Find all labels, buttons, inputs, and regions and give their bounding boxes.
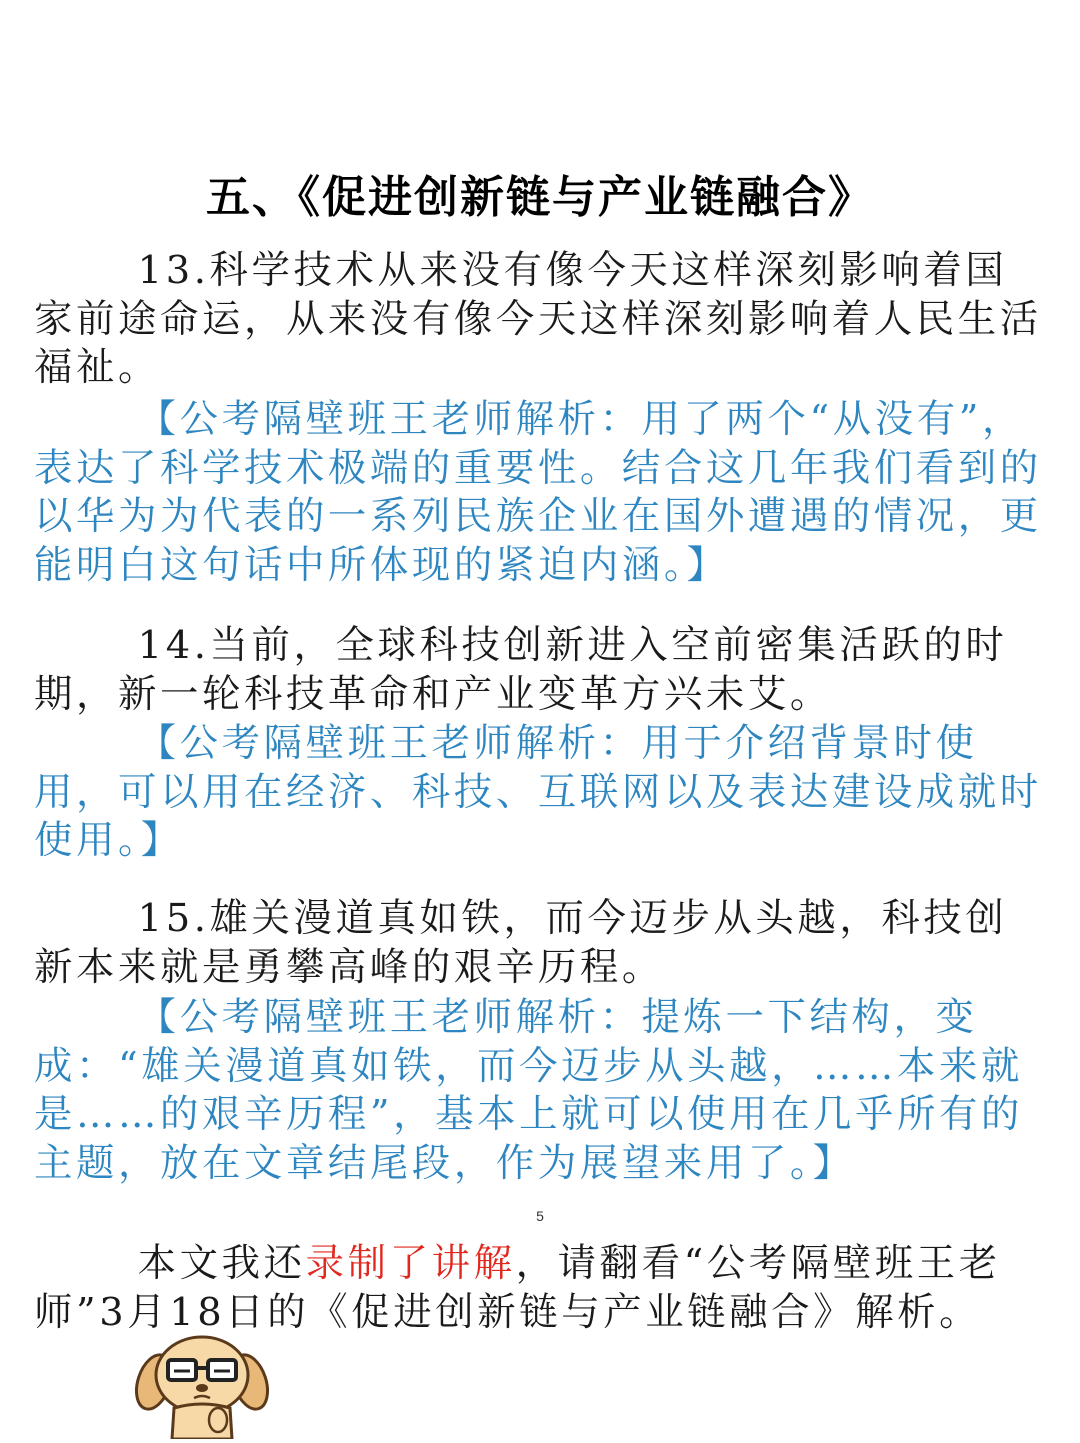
- item-15-text: 15.雄关漫道真如铁，而今迈步从头越，科技创新本来就是勇攀高峰的艰辛历程。: [34, 896, 1008, 990]
- closing-text-after: ，请翻看“公考隔壁班王老师”3月18日的《促进创新链与产业链融合》解析。: [34, 1241, 1001, 1335]
- page-title: 五、《促进创新链与产业链融合》: [206, 172, 874, 223]
- item-13-text: 13.科学技术从来没有像今天这样深刻影响着国家前途命运，从来没有像今天这样深刻影响着人民生活福祉。: [34, 248, 1042, 391]
- closing-highlight: 录制了讲解: [305, 1241, 516, 1286]
- closing-text-before: 本文我还: [137, 1241, 306, 1286]
- page-number: 5: [536, 1208, 544, 1224]
- cartoon-dog-with-glasses-icon: [132, 1330, 272, 1439]
- item-14-text: 14.当前，全球科技创新进入空前密集活跃的时期，新一轮科技革命和产业变革方兴未艾。: [34, 623, 1008, 717]
- item-15-analysis: 【公考隔壁班王老师解析：提炼一下结构，变成：“雄关漫道真如铁，而今迈步从头越，……本来就是……的艰辛历程”，基本上就可以使用在几乎所有的主题，放在文章结尾段，作为展望来用了。】: [34, 995, 1024, 1186]
- closing-paragraph: [34, 1240, 1048, 1337]
- item-13-analysis: 【公考隔壁班王老师解析：用了两个“从没有”，表达了科学技术极端的重要性。结合这几年我们看到的以华为为代表的一系列民族企业在国外遭遇的情况，更能明白这句话中所体现的紧迫内涵。】: [34, 397, 1042, 588]
- item-14-analysis: 【公考隔壁班王老师解析：用于介绍背景时使用，可以用在经济、科技、互联网以及表达建设成就时使用。】: [34, 721, 1042, 864]
